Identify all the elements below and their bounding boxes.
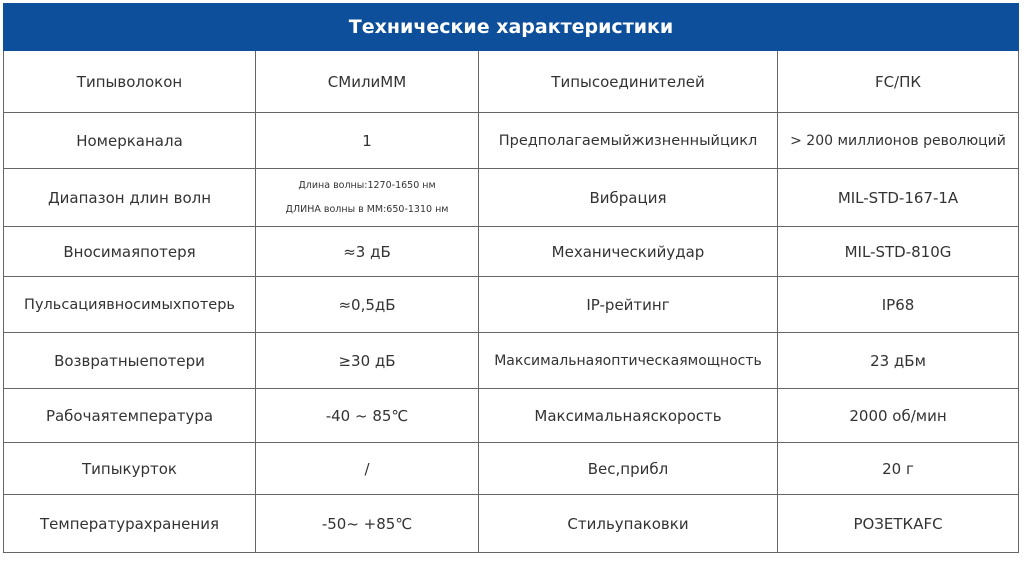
param-name: Пульсациявносимыхпотерь xyxy=(4,277,256,333)
param-name: Типыкурток xyxy=(4,443,256,495)
param-name: Возвратныепотери xyxy=(4,333,256,389)
param-value: 1 xyxy=(256,113,479,169)
param-name: IP-рейтинг xyxy=(479,277,778,333)
param-value: IP68 xyxy=(778,277,1019,333)
table-title: Технические характеристики xyxy=(4,4,1019,51)
table-row xyxy=(4,495,1019,553)
param-value: ≥30 дБ xyxy=(256,333,479,389)
param-name: Типыволокон xyxy=(4,51,256,113)
table-row xyxy=(4,113,1019,169)
wavelength-mm-text: ДЛИНА волны в ММ:650-1310 нм xyxy=(285,203,449,215)
param-name: Предполагаемыйжизненныйцикл xyxy=(479,113,778,169)
param-value-multiline xyxy=(256,169,479,227)
param-value: > 200 миллионов революций xyxy=(778,113,1019,169)
param-name: Температурахранения xyxy=(4,495,256,553)
table-row xyxy=(4,51,1019,113)
param-value: FC/ПК xyxy=(778,51,1019,113)
table-row xyxy=(4,389,1019,443)
param-value: / xyxy=(256,443,479,495)
param-value: РОЗЕТКАFC xyxy=(778,495,1019,553)
table-row xyxy=(4,277,1019,333)
param-name: Диапазон длин волн xyxy=(4,169,256,227)
param-name: Вносимаяпотеря xyxy=(4,227,256,277)
param-name: Максимальнаяоптическаямощность xyxy=(479,333,778,389)
param-value: -50~ +85℃ xyxy=(256,495,479,553)
param-value: 2000 об/мин xyxy=(778,389,1019,443)
param-value: ≈0,5дБ xyxy=(256,277,479,333)
param-value: MIL-STD-167-1A xyxy=(778,169,1019,227)
param-value: ≈3 дБ xyxy=(256,227,479,277)
table-row xyxy=(4,333,1019,389)
param-name: Номерканала xyxy=(4,113,256,169)
param-name: Механическийудар xyxy=(479,227,778,277)
param-value: 20 г xyxy=(778,443,1019,495)
wavelength-sm-text: Длина волны:1270-1650 нм xyxy=(298,179,436,191)
param-name: Рабочаятемпература xyxy=(4,389,256,443)
spec-table xyxy=(3,3,1019,553)
table-row xyxy=(4,227,1019,277)
param-name: Вибрация xyxy=(479,169,778,227)
table-row xyxy=(4,169,1019,227)
table-header-row xyxy=(4,4,1019,51)
param-value: СМилиММ xyxy=(256,51,479,113)
table-row xyxy=(4,443,1019,495)
param-name: Вес,прибл xyxy=(479,443,778,495)
param-value: MIL-STD-810G xyxy=(778,227,1019,277)
param-name: Типысоединителей xyxy=(479,51,778,113)
param-value: 23 дБм xyxy=(778,333,1019,389)
param-value: -40 ~ 85℃ xyxy=(256,389,479,443)
param-name: Стильупаковки xyxy=(479,495,778,553)
param-name: Максимальнаяскорость xyxy=(479,389,778,443)
